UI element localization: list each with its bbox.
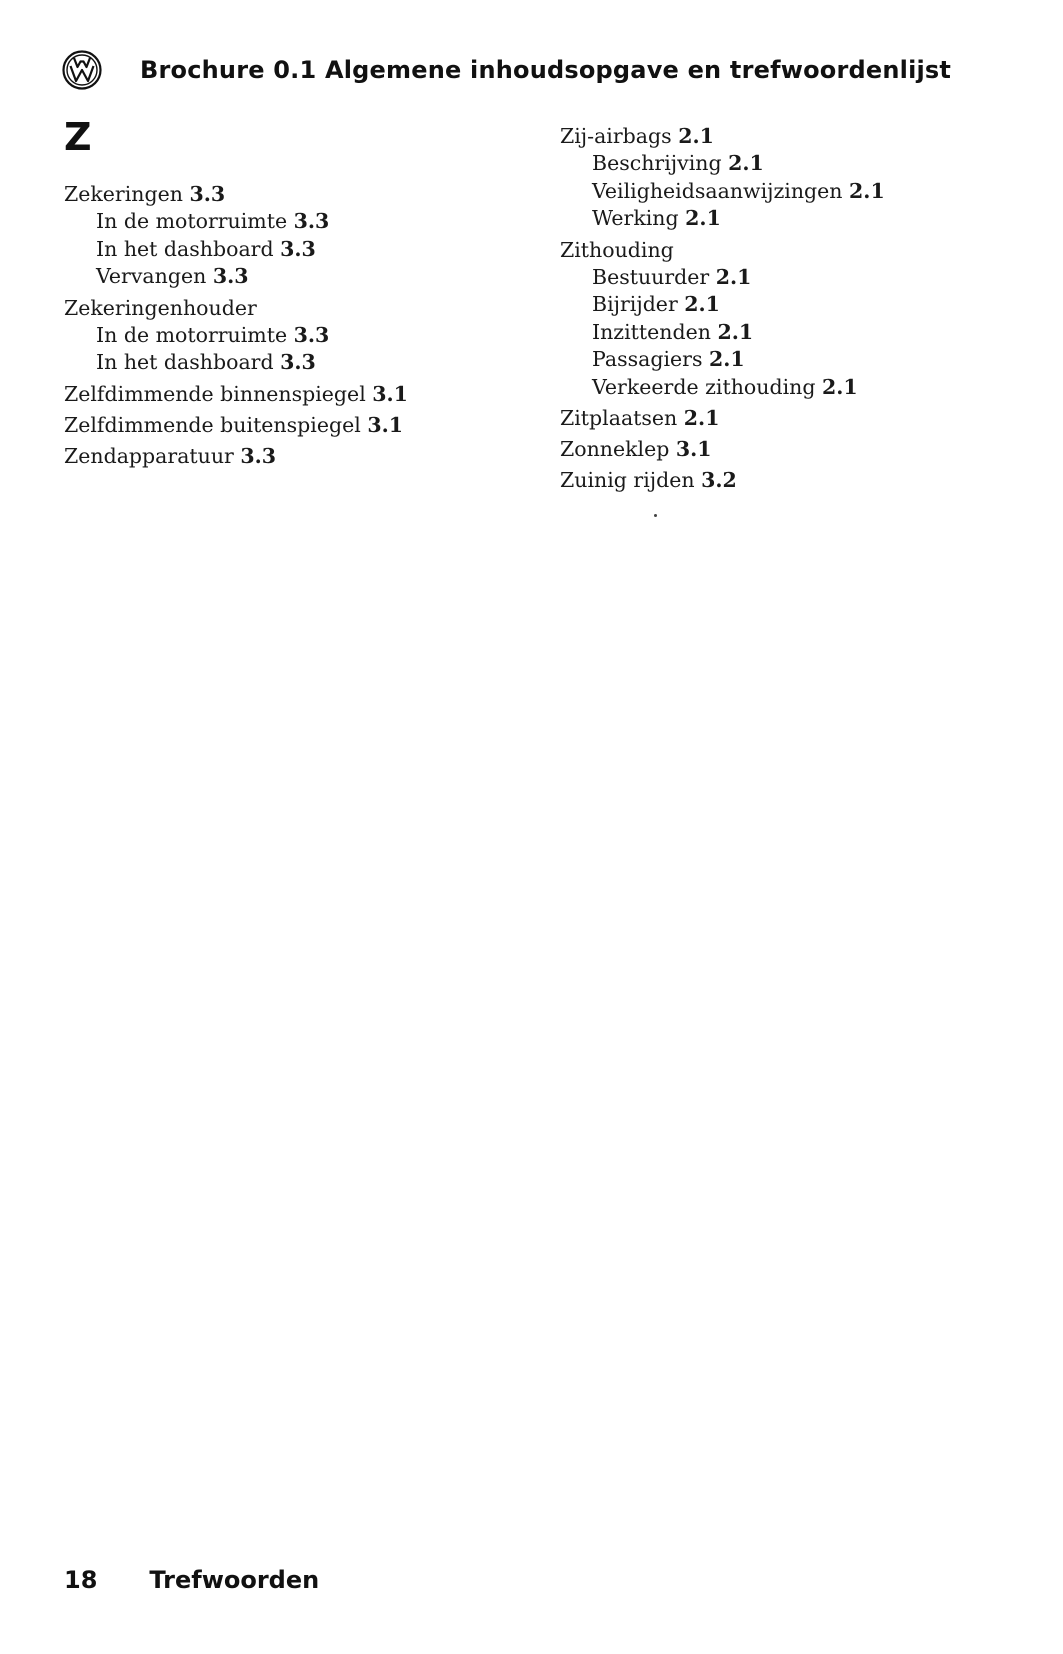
index-ref: 3.1 (367, 412, 403, 437)
section-letter: Z (64, 115, 92, 159)
index-ref: 3.1 (675, 437, 712, 461)
index-subentries (560, 264, 1020, 402)
index-entry (64, 294, 524, 377)
index-subentry (96, 236, 524, 264)
index-entry (64, 442, 524, 470)
index-entry (560, 435, 1020, 463)
index-subterm-label: Veiligheidsaanwijzingen (592, 178, 843, 203)
index-entry (560, 404, 1020, 432)
index-subterm-label: Werking (592, 206, 679, 230)
index-subentry (96, 349, 524, 377)
index-subentry (592, 291, 1020, 319)
index-column-left (64, 180, 524, 473)
index-term (64, 180, 524, 208)
index-term (64, 380, 524, 408)
index-subentry (592, 346, 1020, 374)
index-subterm-label: Verkeerde zithouding (592, 374, 816, 399)
index-ref: 2.1 (822, 374, 858, 399)
page-header (62, 48, 951, 92)
page-footer (64, 1566, 319, 1594)
index-ref: 2.1 (683, 406, 720, 430)
index-subterm-label: In de motorruimte (96, 322, 288, 347)
index-subterm-label: Inzittenden (592, 319, 711, 344)
index-subterm-label: Vervangen (96, 264, 207, 288)
index-term (64, 411, 524, 439)
index-subentries (560, 150, 1020, 233)
index-subterm-label: Bijrijder (592, 292, 678, 316)
index-entry (560, 236, 1020, 402)
index-ref: 3.3 (293, 209, 330, 233)
index-ref: 2.1 (849, 178, 885, 203)
index-subterm-label: Beschrijving (592, 151, 722, 175)
index-ref: 3.2 (701, 468, 737, 492)
index-term-label: Zuinig rijden (560, 468, 695, 492)
index-term-label: Zekeringen (64, 182, 183, 206)
index-entry (560, 466, 1020, 494)
index-subterm-label: In de motorruimte (96, 209, 288, 233)
index-term (64, 442, 524, 470)
index-ref: 3.3 (189, 182, 226, 206)
index-subterm-label: Passagiers (592, 347, 703, 371)
index-subterm-label: In het dashboard (96, 350, 274, 374)
index-term (560, 404, 1020, 432)
stray-dot (654, 514, 657, 517)
index-subentry (96, 208, 524, 236)
index-subentries (64, 322, 524, 377)
index-term-label: Zij-airbags (560, 124, 672, 148)
index-term-label: Zelfdimmende binnenspiegel (64, 381, 366, 406)
index-ref: 2.1 (717, 319, 754, 344)
index-subentry (592, 319, 1020, 347)
index-term-label: Zonneklep (560, 437, 670, 461)
page-number: 18 (64, 1566, 98, 1594)
index-entry (64, 180, 524, 291)
index-subentry (592, 374, 1020, 402)
index-term (64, 294, 524, 322)
index-subentry (592, 178, 1020, 206)
index-term-label: Zekeringenhouder (64, 295, 257, 320)
index-term (560, 236, 1020, 264)
index-subentry (592, 264, 1020, 292)
index-subentry (96, 263, 524, 291)
index-column-right (560, 122, 1020, 497)
index-subterm-label: In het dashboard (96, 236, 274, 261)
index-term (560, 466, 1020, 494)
index-ref: 3.3 (280, 350, 316, 374)
index-subentry (96, 322, 524, 350)
index-term-label: Zithouding (560, 237, 674, 262)
index-ref: 3.3 (212, 264, 249, 288)
index-subterm-label: Bestuurder (592, 264, 710, 289)
index-subentries (64, 208, 524, 291)
footer-section-title: Trefwoorden (149, 1566, 320, 1594)
index-subentry (592, 150, 1020, 178)
vw-logo-icon (62, 50, 102, 90)
index-entry (64, 380, 524, 408)
index-ref: 3.3 (293, 322, 330, 347)
index-term-label: Zendapparatuur (64, 443, 234, 468)
page-title: Brochure 0.1 Algemene inhoudsopgave en trefwoordenlijst (140, 56, 952, 84)
index-term-label: Zitplaatsen (560, 406, 678, 430)
index-entry (560, 122, 1020, 233)
index-term (560, 122, 1020, 150)
index-ref: 2.1 (709, 347, 745, 371)
index-ref: 2.1 (684, 292, 720, 316)
index-ref: 2.1 (728, 151, 764, 175)
index-ref: 2.1 (685, 206, 721, 230)
index-ref: 2.1 (715, 264, 752, 289)
index-ref: 3.1 (372, 381, 408, 406)
index-ref: 3.3 (280, 236, 316, 261)
index-term-label: Zelfdimmende buitenspiegel (64, 412, 361, 437)
index-term (560, 435, 1020, 463)
index-subentry (592, 205, 1020, 233)
index-ref: 2.1 (678, 124, 714, 148)
index-ref: 3.3 (240, 443, 277, 468)
index-entry (64, 411, 524, 439)
